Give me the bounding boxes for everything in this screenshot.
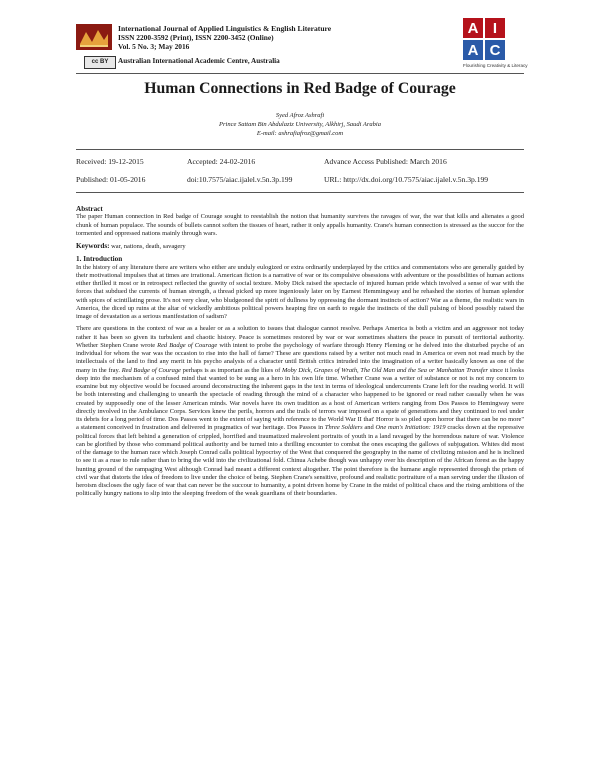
article-body bbox=[76, 205, 524, 499]
titles-italic: Moby Dick, Grapes of Wrath, The Old Man and the Sea or Manhattan Transfer bbox=[281, 366, 489, 374]
author-email[interactable]: E-mail: ashrafiafroz@gmail.com bbox=[256, 130, 344, 137]
journal-header bbox=[118, 24, 331, 51]
title-italic: Three Soldiers bbox=[324, 424, 363, 432]
publisher-name: Australian International Academic Centre, Australia bbox=[118, 57, 280, 65]
cc-license-badge[interactable]: cc BY bbox=[84, 56, 116, 69]
journal-issn: ISSN 2200-3592 (Print), ISSN 2200-3452 (Online) bbox=[118, 33, 274, 42]
article-url-link[interactable]: URL: http://dx.doi.org/10.7575/aiac.ijalel.v.5n.3p.199 bbox=[324, 175, 489, 184]
keywords-text: war, nations, death, savagery bbox=[109, 243, 186, 250]
author-affiliation: Prince Sattam Bin Abdulaziz University, Alkhirj, Saudi Arabia bbox=[219, 121, 381, 128]
title-italic: Red Badge of Courage bbox=[121, 366, 181, 374]
aiac-letter: A bbox=[463, 18, 483, 38]
introduction-paragraph-2: There are questions in the context of war as a healer or as a solution to issues that dialogue cannot resolve. Perhaps America is both a victim and an aggressor not today rather it has been so given its turbulent and chaotic history. Peace is sometimes restored by war or war sometimes shatters the peace in pursuit of territorial authority. Whether Stephen Crane wrote Red Badge of Courage with intent to probe the psychology of warfare through Henry Fleming or he delved into the disturbed psyche of an individual for whom the war was the occasion to rise into the hall of fame? These are questions raised by a writer not much read in America or even not read much by the intellectuals of the land to find any merit in his psycho analysis of a character until British critics intruded into the imagination of a writer basically known as one of the many in the fray. Red Badge of Courage perhaps is as important as the likes of Moby Dick, Grapes of Wrath, The Old Man and the Sea or Manhattan Transfer since it looks deep into the mechanism of a confused mind that wanted to be sung as a hero in his own life time. Whether Crane was a writer of substance or not is not my concern to examine but my objective would be focused around deconstructing the inherent gaps in the text in terms of ideological undercurrents Crane left for the reading world. It will be both interesting and challenging to unearth the spectacle of reading through the mind of a character who happened to be ignored or read rather casually when he was created by supposedly one of the lesser American minds. War novels have its own tradition as a host of American writers ranging from Dos Passos to Hemingway were directly involved in the Ambulance Corps. Services knew the perils, horrors and the trails of terrors war imposed on a spate of generations and they continued to reel under its debris for a long period of time. Dos Passos went to the extent of saying with reference to the World War II that' Horror is so piled upon horror that there can be no more" a statement conceived in frustration and delivered in pragmatics of war heritage. Dos Passos in Three Soldiers and One man's Initiation: 1919 cracks down at the repressive political forces that left behind a generation of crippled, horrified and traumatized malevolent portraits of youth in a land ravaged by the horrendous nature of war. Violence can be glorified by those who command political authority and be turned into a thrilling encounter to combat the ones escaping the gallows of subjugation. Whites did most of the damage to the human race which Joseph Conrad calls political hypocrisy of the West that conquered the geography in the name of civilizing mission and he is inclined to see it as a ruse to rule rather than to bring the wild into the civilizational fold. Chinua Achebe though was unhappy over his description of the African forest as the happy hunting ground of the rampaging West although Conrad had meant a different context altogether. The point therefore is the humane angle represented through the prism of civil war that distorts the idea of freedom to live under the choice of being. Stephen Crane's sensitive, profound and realistic portraiture of a man serving under the illusion of heroism discloses the ugly face of war that can never be the succour to humanity, a point driven home by Crane in the midst of political chaos and the rising ambitions of the politically hungry nations to slip into the sleeping freedom of the weak guardians of their boundaries. bbox=[76, 325, 524, 498]
dates-divider-bottom bbox=[76, 192, 524, 193]
aiac-letter: A bbox=[463, 40, 483, 60]
journal-logo-icon bbox=[76, 24, 112, 50]
journal-title: International Journal of Applied Linguistics & English Literature bbox=[118, 24, 332, 33]
aiac-tagline: Flourishing Creativity & Literacy bbox=[463, 63, 528, 68]
doi-link[interactable]: doi:10.7575/aiac.ijalel.v.5n.3p.199 bbox=[187, 175, 293, 184]
aiac-letter: I bbox=[485, 18, 505, 38]
header-divider bbox=[76, 73, 524, 74]
title-italic: One man's Initiation: 1919 bbox=[375, 424, 446, 432]
journal-volume: Vol. 5 No. 3; May 2016 bbox=[118, 42, 190, 51]
aiac-logo bbox=[463, 18, 527, 68]
keywords-label: Keywords: bbox=[76, 242, 110, 250]
aiac-letter: C bbox=[485, 40, 505, 60]
article-author: Syed Afroz Ashrafi bbox=[275, 112, 325, 119]
received-date: Received: 19-12-2015 bbox=[76, 157, 144, 166]
article-title: Human Connections in Red Badge of Courage bbox=[144, 80, 456, 97]
abstract-text: The paper Human connection in Red badge of Courage sought to reestablish the notion that humanity survives the ravages of war, the war that kills and alienates a good chunk of human populace. The sounds of bullets cannot soften the tissues of heart, rather it only appalls humanity. Crane's human connection is stressed as the succor for the tormented and oppressed nations mainly through wars. bbox=[76, 213, 524, 237]
accepted-date: Accepted: 24-02-2016 bbox=[187, 157, 256, 166]
published-date: Published: 01-05-2016 bbox=[76, 175, 146, 184]
title-italic: Red Badge of Courage bbox=[157, 341, 218, 349]
dates-divider-top bbox=[76, 149, 524, 150]
abstract-heading: Abstract bbox=[76, 205, 103, 213]
keywords-line bbox=[76, 242, 524, 251]
advance-access-date: Advance Access Published: March 2016 bbox=[324, 157, 447, 166]
introduction-paragraph-1: In the history of any literature there are writers who either are unduly eulogized or extra ordinarily underplayed by the critics and commentators who are generally guided by their motivational impulses that at times are irrational. American fiction is a narrative of war or its compulsive obsessions with adventure or the possibilities of human actions either thrilled it most or in retrospect reflected the gravity of social texture. Moby Dick raised the spectacle of injured human pride which involved a sense of war with the forces that subdued the currents of human strength, a thread picked up more ingeniously later on by Earnest Hemmingway and he rehashed the stories of human splendor with spices of scintillating prose. It's not very clear, who bludgeoned the spirit of dullness by oppressing the dormant instincts of action? War as a theme, the realistic wars in America, the diced up ruins at the altar of wickedly ambitious political powers heaping fire on earth to regale the instincts of the dull pulsing of blood possibly raised the image of devastation as a serious manifestation of sadism? bbox=[76, 263, 524, 320]
introduction-heading: 1. Introduction bbox=[76, 255, 123, 264]
